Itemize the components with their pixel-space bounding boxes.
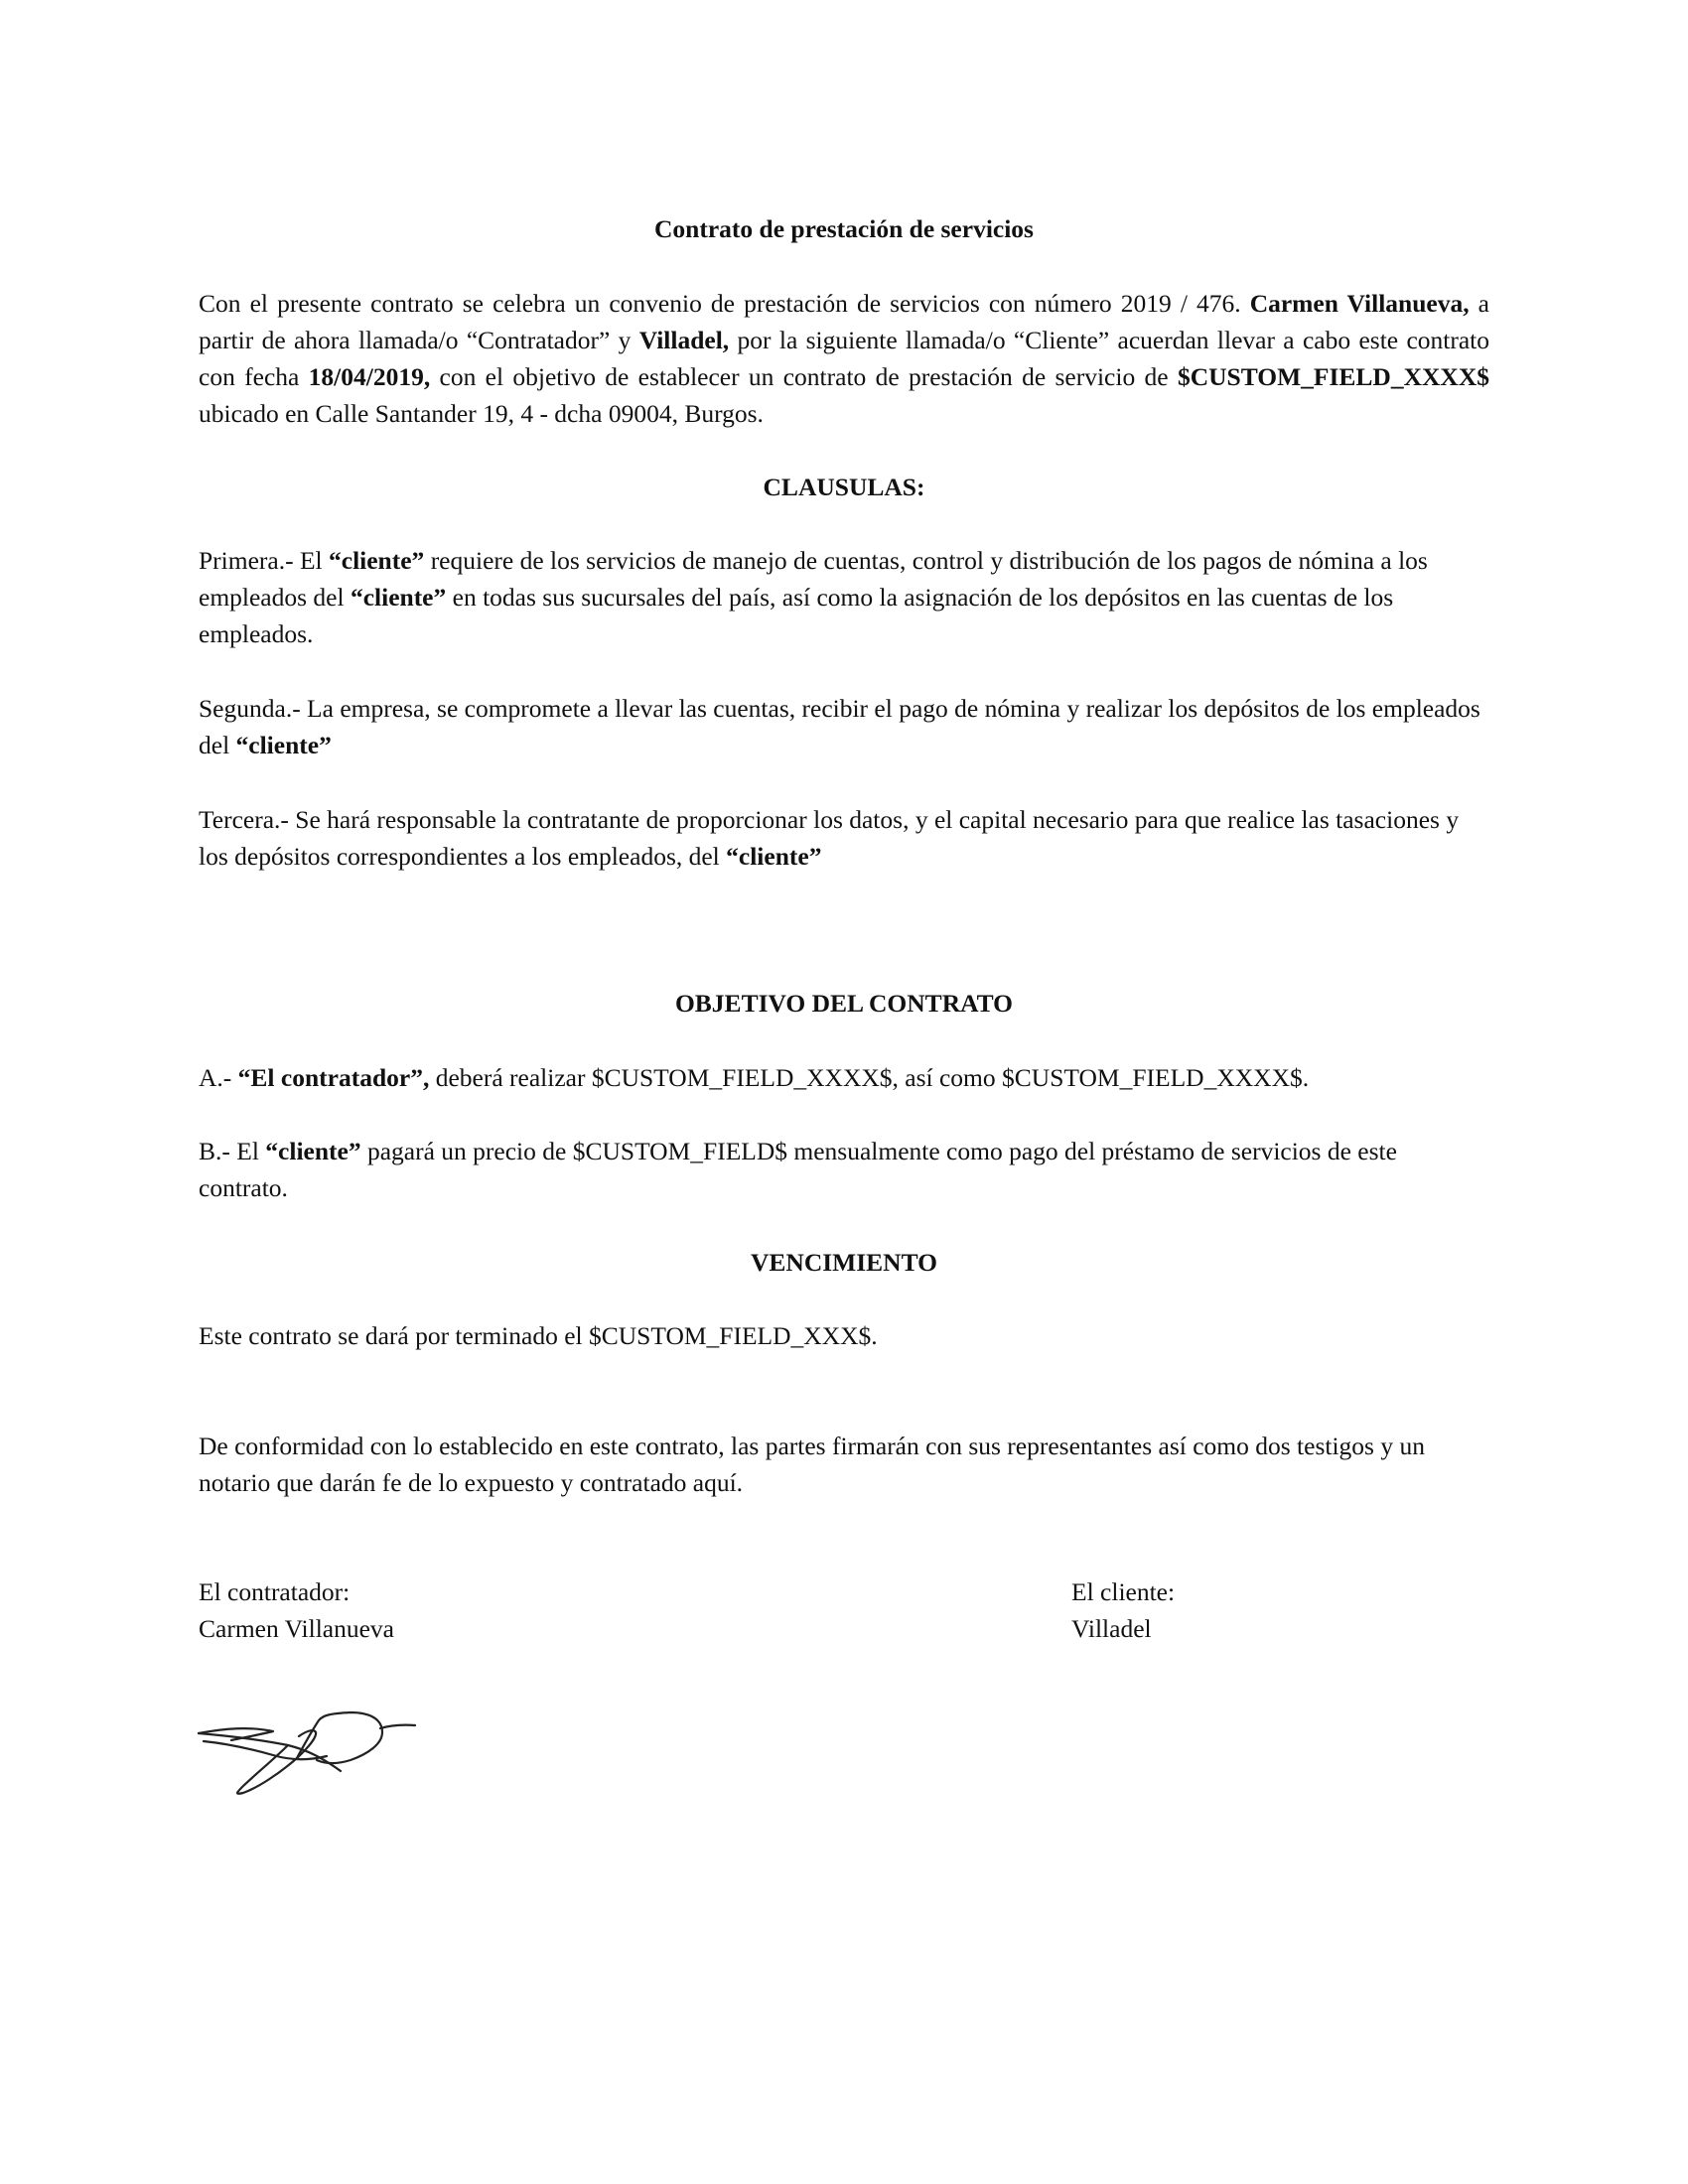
client-label: El cliente: (1071, 1577, 1176, 1606)
segunda-bold-1: “cliente” (235, 731, 332, 759)
conformidad-paragraph: De conformidad con lo establecido en este contrato, las partes firmarán con sus representantes así como dos testigos y un notario que darán fe de lo expuesto y contratado aquí. (199, 1432, 1425, 1497)
objetivo-b-text-1: B.- El (199, 1137, 266, 1165)
primera-text-3: en todas sus sucursales del país, así como la asignación de los depósitos en las cuentas de los empleados. (199, 583, 1394, 648)
objetivo-b (199, 1133, 1489, 1206)
document-title: Contrato de prestación de servicios (654, 214, 1034, 243)
primera-bold-1: “cliente” (329, 546, 425, 575)
objetivo-a (199, 1059, 1489, 1096)
objetivo-heading: OBJETIVO DEL CONTRATO (674, 989, 1014, 1018)
contractor-name: Carmen Villanueva, (1249, 289, 1470, 318)
objetivo-a-bold-1: “El contratador”, (237, 1063, 430, 1092)
objetivo-a-text-1: A.- (199, 1063, 238, 1092)
objetivo-b-text-2: pagará un precio de $CUSTOM_FIELD$ mensualmente como pago del préstamo de servicios de este contrato. (199, 1137, 1397, 1202)
objetivo-a-text-2: deberá realizar $CUSTOM_FIELD_XXXX$, así como $CUSTOM_FIELD_XXXX$. (429, 1063, 1310, 1092)
intro-paragraph (199, 285, 1489, 432)
objetivo-b-bold-1: “cliente” (265, 1137, 361, 1165)
intro-text-2: a partir de ahora llamada/o “Contratador” y (199, 289, 1489, 354)
client-signature-name: Villadel (1071, 1614, 1152, 1643)
contractor-label: El contratador: (199, 1577, 351, 1606)
service-custom-field: $CUSTOM_FIELD_XXXX$ (1177, 362, 1489, 391)
vencimiento-text: Este contrato se dará por terminado el $CUSTOM_FIELD_XXX$. (199, 1321, 878, 1350)
client-signature-block (1071, 1573, 1175, 1647)
segunda-text-1: Segunda.- La empresa, se compromete a llevar las cuentas, recibir el pago de nómina y realizar los depósitos de los empleados del (199, 694, 1480, 759)
client-name: Villadel, (638, 326, 730, 354)
vencimiento-heading: VENCIMIENTO (751, 1248, 937, 1277)
tercera-bold-1: “cliente” (726, 842, 822, 871)
intro-text-5: ubicado en Calle Santander 19, 4 - dcha 09004, Burgos. (199, 399, 764, 428)
clause-primera (199, 542, 1489, 652)
handwritten-signature (194, 1693, 427, 1802)
intro-text-3: por la siguiente llamada/o “Cliente” acuerdan llevar a cabo este contrato con fecha (199, 326, 1489, 391)
intro-text-1: Con el presente contrato se celebra un convenio de prestación de servicios con número 2019 / 476. (199, 289, 1250, 318)
tercera-text-1: Tercera.- Se hará responsable la contratante de proporcionar los datos, y el capital necesario para que realice las tasaciones y los depósitos correspondientes a los empleados, del (199, 805, 1460, 871)
clause-tercera (199, 801, 1489, 875)
contractor-signature-name: Carmen Villanueva (199, 1614, 394, 1643)
clause-segunda (199, 690, 1489, 763)
contractor-signature-block (199, 1573, 394, 1647)
contract-date: 18/04/2019, (308, 362, 431, 391)
primera-text-2: requiere de los servicios de manejo de cuentas, control y distribución de los pagos de nómina a los empleados del (199, 546, 1428, 612)
clausulas-heading: CLAUSULAS: (763, 473, 925, 501)
primera-bold-2: “cliente” (350, 583, 447, 612)
primera-text-1: Primera.- El (199, 546, 329, 575)
intro-text-4: con el objetivo de establecer un contrato de prestación de servicio de (430, 362, 1178, 391)
